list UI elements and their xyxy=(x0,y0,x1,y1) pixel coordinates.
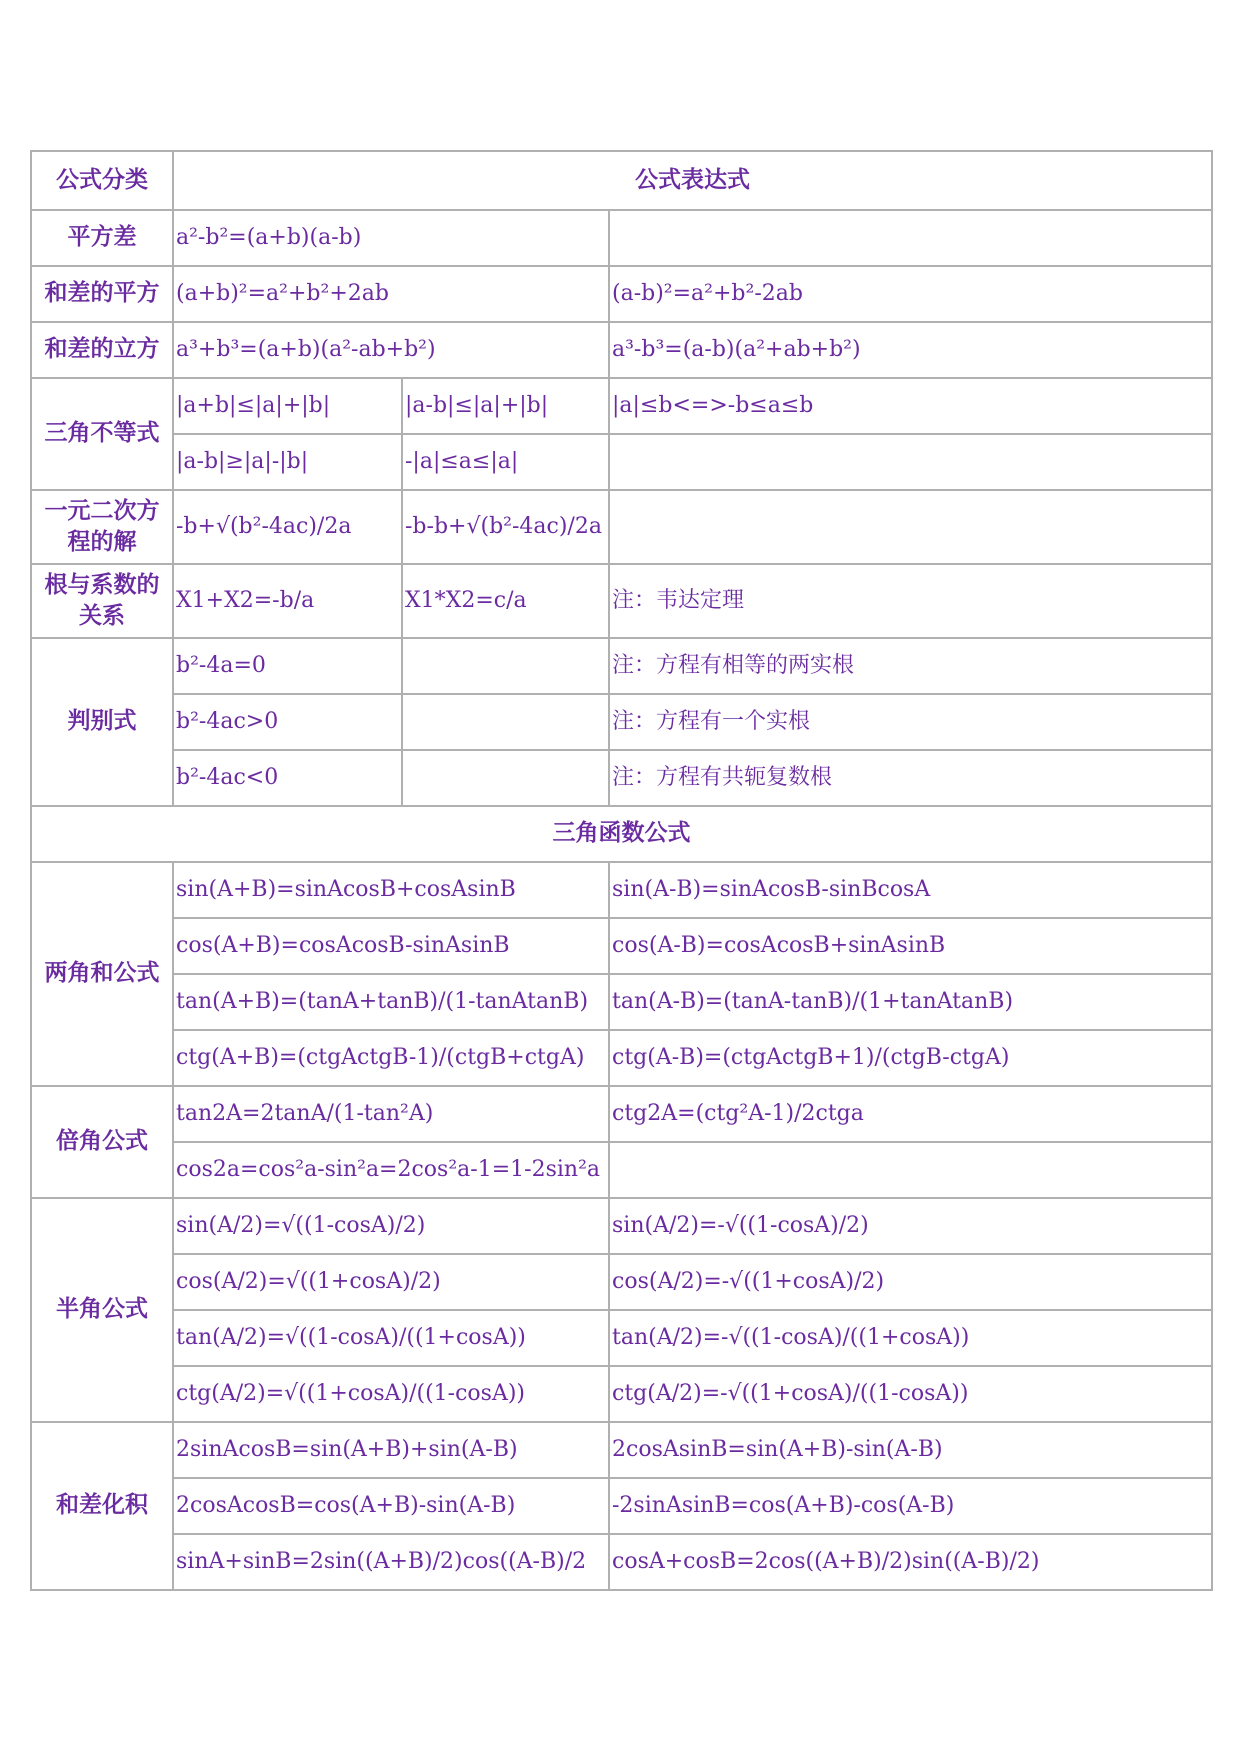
formula-cell: |a+b|≤|a|+|b| xyxy=(173,378,402,434)
section-row xyxy=(31,806,1212,862)
category-square-difference: 平方差 xyxy=(31,210,173,266)
table-row xyxy=(31,638,1212,694)
formula-cell: cos2a=cos²a-sin²a=2cos²a-1=1-2sin²a xyxy=(173,1142,609,1198)
table-row xyxy=(31,1478,1212,1534)
formula-cell: (a-b)²=a²+b²-2ab xyxy=(609,266,1212,322)
formula-cell: -2sinAsinB=cos(A+B)-cos(A-B) xyxy=(609,1478,1212,1534)
table-row xyxy=(31,1310,1212,1366)
formula-cell: b²-4ac>0 xyxy=(173,694,402,750)
category-triangle-inequality: 三角不等式 xyxy=(31,378,173,490)
category-angle-sum: 两角和公式 xyxy=(31,862,173,1086)
formula-table xyxy=(30,150,1213,1591)
formula-cell: |a-b|≥|a|-|b| xyxy=(173,434,402,490)
formula-cell: ctg(A/2)=√((1+cosA)/((1-cosA)) xyxy=(173,1366,609,1422)
formula-cell: tan2A=2tanA/(1-tan²A) xyxy=(173,1086,609,1142)
table-row xyxy=(31,1422,1212,1478)
table-row xyxy=(31,1254,1212,1310)
formula-cell: |a-b|≤|a|+|b| xyxy=(402,378,609,434)
formula-cell: tan(A-B)=(tanA-tanB)/(1+tanAtanB) xyxy=(609,974,1212,1030)
table-row xyxy=(31,918,1212,974)
formula-cell: a³+b³=(a+b)(a²-ab+b²) xyxy=(173,322,609,378)
table-row xyxy=(31,322,1212,378)
formula-cell: |a|≤b<=>-b≤a≤b xyxy=(609,378,1212,434)
table-row xyxy=(31,1142,1212,1198)
formula-cell: ctg(A-B)=(ctgActgB+1)/(ctgB-ctgA) xyxy=(609,1030,1212,1086)
table-row xyxy=(31,1534,1212,1590)
formula-cell: sinA+sinB=2sin((A+B)/2)cos((A-B)/2 xyxy=(173,1534,609,1590)
header-category: 公式分类 xyxy=(31,151,173,210)
note-cell: 注：韦达定理 xyxy=(609,564,1212,638)
formula-cell: ctg(A/2)=-√((1+cosA)/((1-cosA)) xyxy=(609,1366,1212,1422)
table-row xyxy=(31,694,1212,750)
category-discriminant: 判别式 xyxy=(31,638,173,806)
table-row xyxy=(31,1086,1212,1142)
table-row xyxy=(31,378,1212,434)
note-cell: 注：方程有共轭复数根 xyxy=(609,750,1212,806)
formula-cell: a³-b³=(a-b)(a²+ab+b²) xyxy=(609,322,1212,378)
header-row xyxy=(31,151,1212,210)
table-row xyxy=(31,974,1212,1030)
formula-cell: tan(A+B)=(tanA+tanB)/(1-tanAtanB) xyxy=(173,974,609,1030)
note-cell: 注：方程有一个实根 xyxy=(609,694,1212,750)
note-cell: 注：方程有相等的两实根 xyxy=(609,638,1212,694)
formula-cell: -|a|≤a≤|a| xyxy=(402,434,609,490)
table-row xyxy=(31,564,1212,638)
formula-cell: (a+b)²=a²+b²+2ab xyxy=(173,266,609,322)
table-row xyxy=(31,210,1212,266)
formula-cell: b²-4ac<0 xyxy=(173,750,402,806)
formula-cell: sin(A/2)=√((1-cosA)/2) xyxy=(173,1198,609,1254)
formula-cell: -b+√(b²-4ac)/2a xyxy=(173,490,402,564)
table-row xyxy=(31,1030,1212,1086)
formula-cell: 2sinAcosB=sin(A+B)+sin(A-B) xyxy=(173,1422,609,1478)
formula-cell: cosA+cosB=2cos((A+B)/2)sin((A-B)/2) xyxy=(609,1534,1212,1590)
empty-cell xyxy=(609,490,1212,564)
formula-cell: X1+X2=-b/a xyxy=(173,564,402,638)
empty-cell xyxy=(402,694,609,750)
category-roots-coefficients: 根与系数的关系 xyxy=(31,564,173,638)
formula-cell: sin(A-B)=sinAcosB-sinBcosA xyxy=(609,862,1212,918)
category-square-of-sum: 和差的平方 xyxy=(31,266,173,322)
formula-cell: cos(A+B)=cosAcosB-sinAsinB xyxy=(173,918,609,974)
formula-cell: b²-4a=0 xyxy=(173,638,402,694)
category-cube-of-sum: 和差的立方 xyxy=(31,322,173,378)
empty-cell xyxy=(609,434,1212,490)
formula-cell: sin(A/2)=-√((1-cosA)/2) xyxy=(609,1198,1212,1254)
formula-cell: tan(A/2)=√((1-cosA)/((1+cosA)) xyxy=(173,1310,609,1366)
formula-cell: cos(A/2)=√((1+cosA)/2) xyxy=(173,1254,609,1310)
empty-cell xyxy=(402,750,609,806)
category-sum-to-product: 和差化积 xyxy=(31,1422,173,1590)
formula-cell: tan(A/2)=-√((1-cosA)/((1+cosA)) xyxy=(609,1310,1212,1366)
table-row xyxy=(31,266,1212,322)
formula-cell: ctg(A+B)=(ctgActgB-1)/(ctgB+ctgA) xyxy=(173,1030,609,1086)
table-row xyxy=(31,862,1212,918)
formula-cell: X1*X2=c/a xyxy=(402,564,609,638)
formula-cell: a²-b²=(a+b)(a-b) xyxy=(173,210,609,266)
empty-cell xyxy=(402,638,609,694)
table-row xyxy=(31,1366,1212,1422)
formula-cell: cos(A-B)=cosAcosB+sinAsinB xyxy=(609,918,1212,974)
formula-cell: 2cosAcosB=cos(A+B)-sin(A-B) xyxy=(173,1478,609,1534)
category-double-angle: 倍角公式 xyxy=(31,1086,173,1198)
table-row xyxy=(31,490,1212,564)
table-row xyxy=(31,1198,1212,1254)
formula-cell: -b-b+√(b²-4ac)/2a xyxy=(402,490,609,564)
formula-cell: cos(A/2)=-√((1+cosA)/2) xyxy=(609,1254,1212,1310)
category-quadratic-solution: 一元二次方程的解 xyxy=(31,490,173,564)
table-row xyxy=(31,750,1212,806)
formula-cell: 2cosAsinB=sin(A+B)-sin(A-B) xyxy=(609,1422,1212,1478)
formula-cell: sin(A+B)=sinAcosB+cosAsinB xyxy=(173,862,609,918)
empty-cell xyxy=(609,210,1212,266)
formula-cell: ctg2A=(ctg²A-1)/2ctga xyxy=(609,1086,1212,1142)
header-expression: 公式表达式 xyxy=(173,151,1212,210)
section-title-trig: 三角函数公式 xyxy=(31,806,1212,862)
table-row xyxy=(31,434,1212,490)
category-half-angle: 半角公式 xyxy=(31,1198,173,1422)
empty-cell xyxy=(609,1142,1212,1198)
